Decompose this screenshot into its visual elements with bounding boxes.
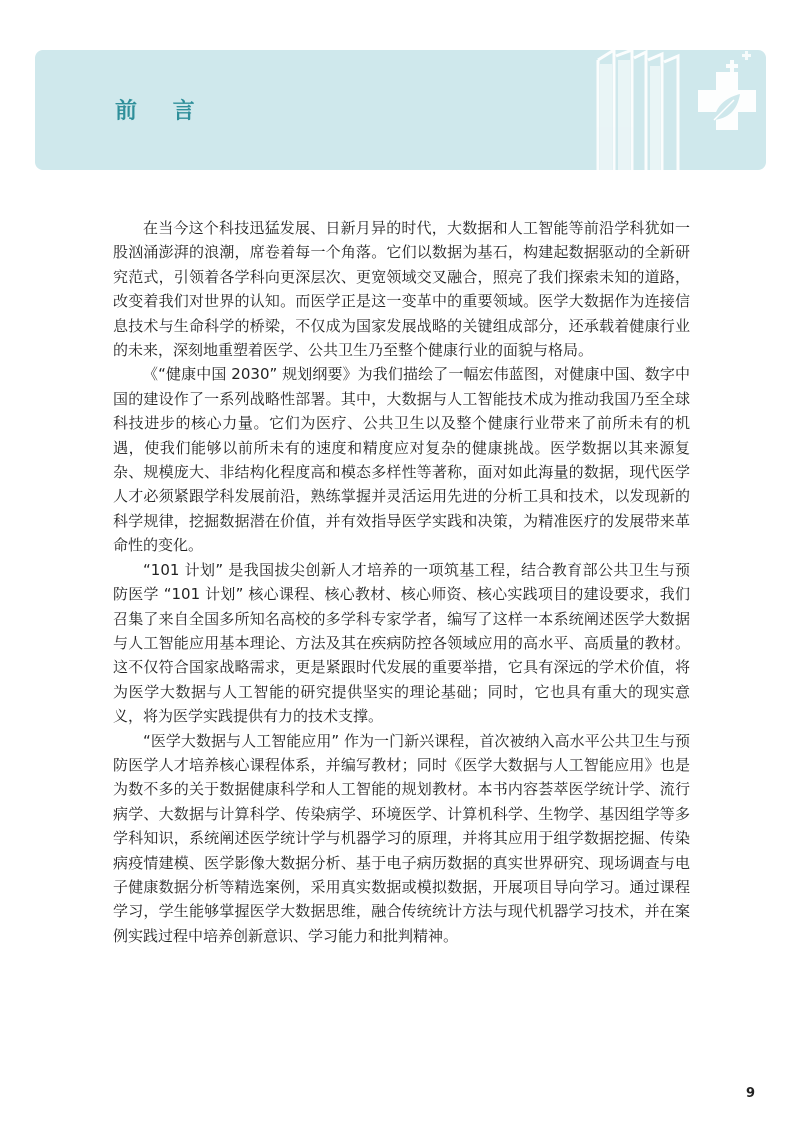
paragraph: “101 计划” 是我国拔尖创新人才培养的一项筑基工程，结合教育部公共卫生与预防医学 “101 计划” 核心课程、核心教材、核心师资、核心实践项目的建设要求，我们召集了来自全国多所知名高校的多学科专家学者，编写了这样一本系统阐述医学大数据与人工智能应用基本理论、方法及其在疾病防控各领域应用的高水平、高质量的教材。这不仅符合国家战略需求，更是紧跟时代发展的重要举措，它具有深远的学术价值，将为医学大数据与人工智能的研究提供坚实的理论基础；同时，它也具有重大的现实意义，将为医学实践提供有力的技术支撑。 (113, 560, 690, 726)
paragraph: 《“健康中国 2030” 规划纲要》为我们描绘了一幅宏伟蓝图，对健康中国、数字中国的建设作了一系列战略性部署。其中，大数据与人工智能技术成为推动我国乃至全球科技进步的核心力量。它们为医疗、公共卫生以及整个健康行业带来了前所未有的机遇，使我们能够以前所未有的速度和精度应对复杂的健康挑战。医学数据以其来源复杂、规模庞大、非结构化程度高和模态多样性等著称，面对如此海量的数据，现代医学人才必须紧跟学科发展前沿，熟练掌握并灵活运用先进的分析工具和技术，以发现新的科学规律，挖掘数据潜在价值，并有效指导医学实践和决策，为精准医疗的发展带来革命性的变化。 (113, 365, 690, 555)
preface-body (113, 216, 690, 948)
header-banner (35, 50, 766, 170)
page-title: 前 言 (115, 99, 209, 124)
medical-book-decoration-icon (586, 50, 766, 170)
page-number: 9 (746, 1086, 756, 1101)
paragraph: 在当今这个科技迅猛发展、日新月异的时代，大数据和人工智能等前沿学科犹如一股汹涌澎湃的浪潮，席卷着每一个角落。它们以数据为基石，构建起数据驱动的全新研究范式，引领着各学科向更深层次、更宽领域交叉融合，照亮了我们探索未知的道路，改变着我们对世界的认知。而医学正是这一变革中的重要领域。医学大数据作为连接信息技术与生命科学的桥梁，不仅成为国家发展战略的关键组成部分，还承载着健康行业的未来，深刻地重塑着医学、公共卫生乃至整个健康行业的面貌与格局。 (113, 219, 690, 360)
paragraph: “医学大数据与人工智能应用” 作为一门新兴课程，首次被纳入高水平公共卫生与预防医学人才培养核心课程体系，并编写教材；同时《医学大数据与人工智能应用》也是为数不多的关于数据健康科学和人工智能的规划教材。本书内容荟萃医学统计学、流行病学、大数据与计算科学、传染病学、环境医学、计算机科学、生物学、基因组学等多学科知识，系统阐述医学统计学与机器学习的原理，并将其应用于组学数据挖掘、传染病疫情建模、医学影像大数据分析、基于电子病历数据的真实世界研究、现场调查与电子健康数据分析等精选案例，采用真实数据或模拟数据，开展项目导向学习。通过课程学习，学生能够掌握医学大数据思维，融合传统统计方法与现代机器学习技术，并在案例实践过程中培养创新意识、学习能力和批判精神。 (113, 731, 690, 945)
